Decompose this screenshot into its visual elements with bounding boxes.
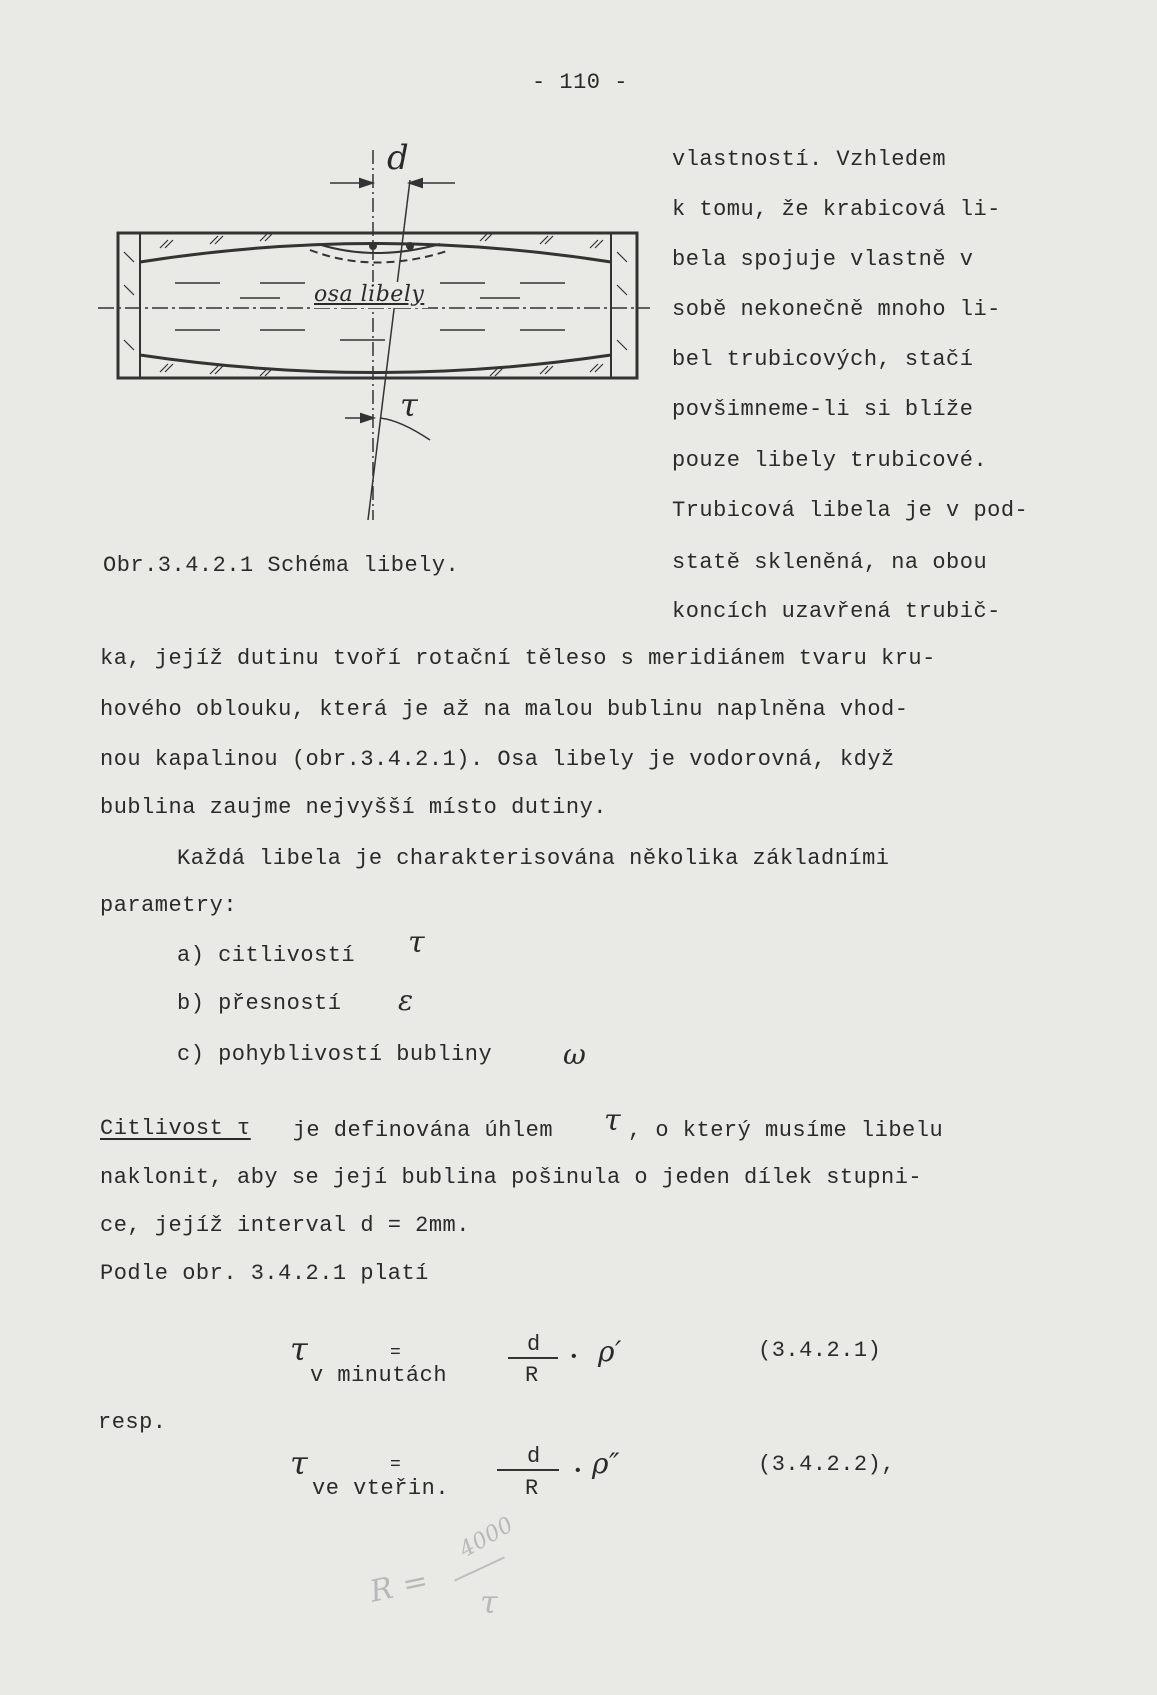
rho-symbol: ρ″ bbox=[592, 1447, 620, 1480]
figure-label-tau: τ bbox=[400, 386, 419, 424]
paragraph-line: ka, jejíž dutinu tvoří rotační těleso s meridiánem tvaru kru- bbox=[100, 646, 936, 671]
omega-symbol: ω bbox=[563, 1038, 587, 1071]
tau-symbol: τ bbox=[290, 1330, 309, 1368]
definition-line: naklonit, aby se její bublina pošinula o jeden dílek stupni- bbox=[100, 1165, 923, 1190]
paragraph-2-line-1: Každá libela je charakterisována několika základními bbox=[177, 846, 890, 871]
resp-label: resp. bbox=[98, 1410, 167, 1435]
equation-subscript: v minutách bbox=[310, 1363, 448, 1388]
rho-symbol: ρ′ bbox=[598, 1335, 622, 1368]
figure-caption: Obr.3.4.2.1 Schéma libely. bbox=[103, 553, 460, 578]
parameter-item: c) pohyblivostí bubliny bbox=[177, 1042, 493, 1067]
fraction-denominator: R bbox=[525, 1476, 539, 1501]
fraction-numerator: d bbox=[527, 1332, 541, 1357]
parameter-item: b) přesností bbox=[177, 991, 342, 1016]
tau-symbol: τ bbox=[290, 1444, 309, 1482]
right-column-line: Trubicová libela je v pod- bbox=[672, 498, 1029, 523]
definition-text: , o který musíme libelu bbox=[628, 1118, 944, 1143]
paragraph-line: hového oblouku, která je až na malou bublinu naplněna vhod- bbox=[100, 697, 909, 722]
multiply-dot: • bbox=[573, 1462, 584, 1480]
paragraph-line: bublina zaujme nejvyšší místo dutiny. bbox=[100, 795, 607, 820]
equation-number: (3.4.2.1) bbox=[758, 1338, 882, 1363]
page-number: - 110 - bbox=[532, 70, 628, 95]
right-column-line: bela spojuje vlastně v bbox=[672, 247, 974, 272]
tau-symbol: τ bbox=[408, 925, 426, 960]
definition-term: Citlivost τ bbox=[100, 1116, 251, 1141]
equation-number: (3.4.2.2), bbox=[758, 1452, 896, 1477]
right-column-line: bel trubicových, stačí bbox=[672, 347, 974, 372]
handwritten-note-left: R = bbox=[366, 1563, 432, 1610]
tau-symbol: τ bbox=[604, 1103, 622, 1138]
figure-label-d: d bbox=[387, 138, 410, 178]
right-column-line: vlastností. Vzhledem bbox=[672, 147, 947, 172]
right-column-line: k tomu, že krabicová li- bbox=[672, 197, 1001, 222]
right-column-line: statě skleněná, na obou bbox=[672, 550, 988, 575]
paragraph-2-line-2: parametry: bbox=[100, 893, 238, 918]
fraction-bar bbox=[508, 1357, 558, 1359]
definition-line: Podle obr. 3.4.2.1 platí bbox=[100, 1261, 429, 1286]
fraction-denominator: R bbox=[525, 1363, 539, 1388]
handwritten-note-numerator: 4000 bbox=[455, 1512, 519, 1563]
epsilon-symbol: ε bbox=[398, 984, 414, 1017]
equals-sign: = bbox=[390, 1343, 402, 1363]
right-column-line: povšimneme-li si blíže bbox=[672, 397, 974, 422]
figure-axis-label: osa libely bbox=[310, 282, 428, 308]
right-column-line: sobě nekonečně mnoho li- bbox=[672, 297, 1001, 322]
right-column-line: koncích uzavřená trubič- bbox=[672, 599, 1001, 624]
parameter-item: a) citlivostí bbox=[177, 943, 356, 968]
equals-sign: = bbox=[390, 1455, 402, 1475]
fraction-numerator: d bbox=[527, 1444, 541, 1469]
handwritten-note-denominator: τ bbox=[480, 1583, 499, 1621]
right-column-line: pouze libely trubicové. bbox=[672, 448, 988, 473]
multiply-dot: • bbox=[569, 1348, 580, 1366]
fraction-bar bbox=[497, 1469, 559, 1471]
equation-subscript: ve vteřin. bbox=[312, 1476, 450, 1501]
handwritten-fraction-bar bbox=[454, 1556, 505, 1581]
definition-text: je definována úhlem bbox=[279, 1118, 567, 1143]
paragraph-line: nou kapalinou (obr.3.4.2.1). Osa libely je vodorovná, když bbox=[100, 747, 895, 772]
definition-line: ce, jejíž interval d = 2mm. bbox=[100, 1213, 470, 1238]
